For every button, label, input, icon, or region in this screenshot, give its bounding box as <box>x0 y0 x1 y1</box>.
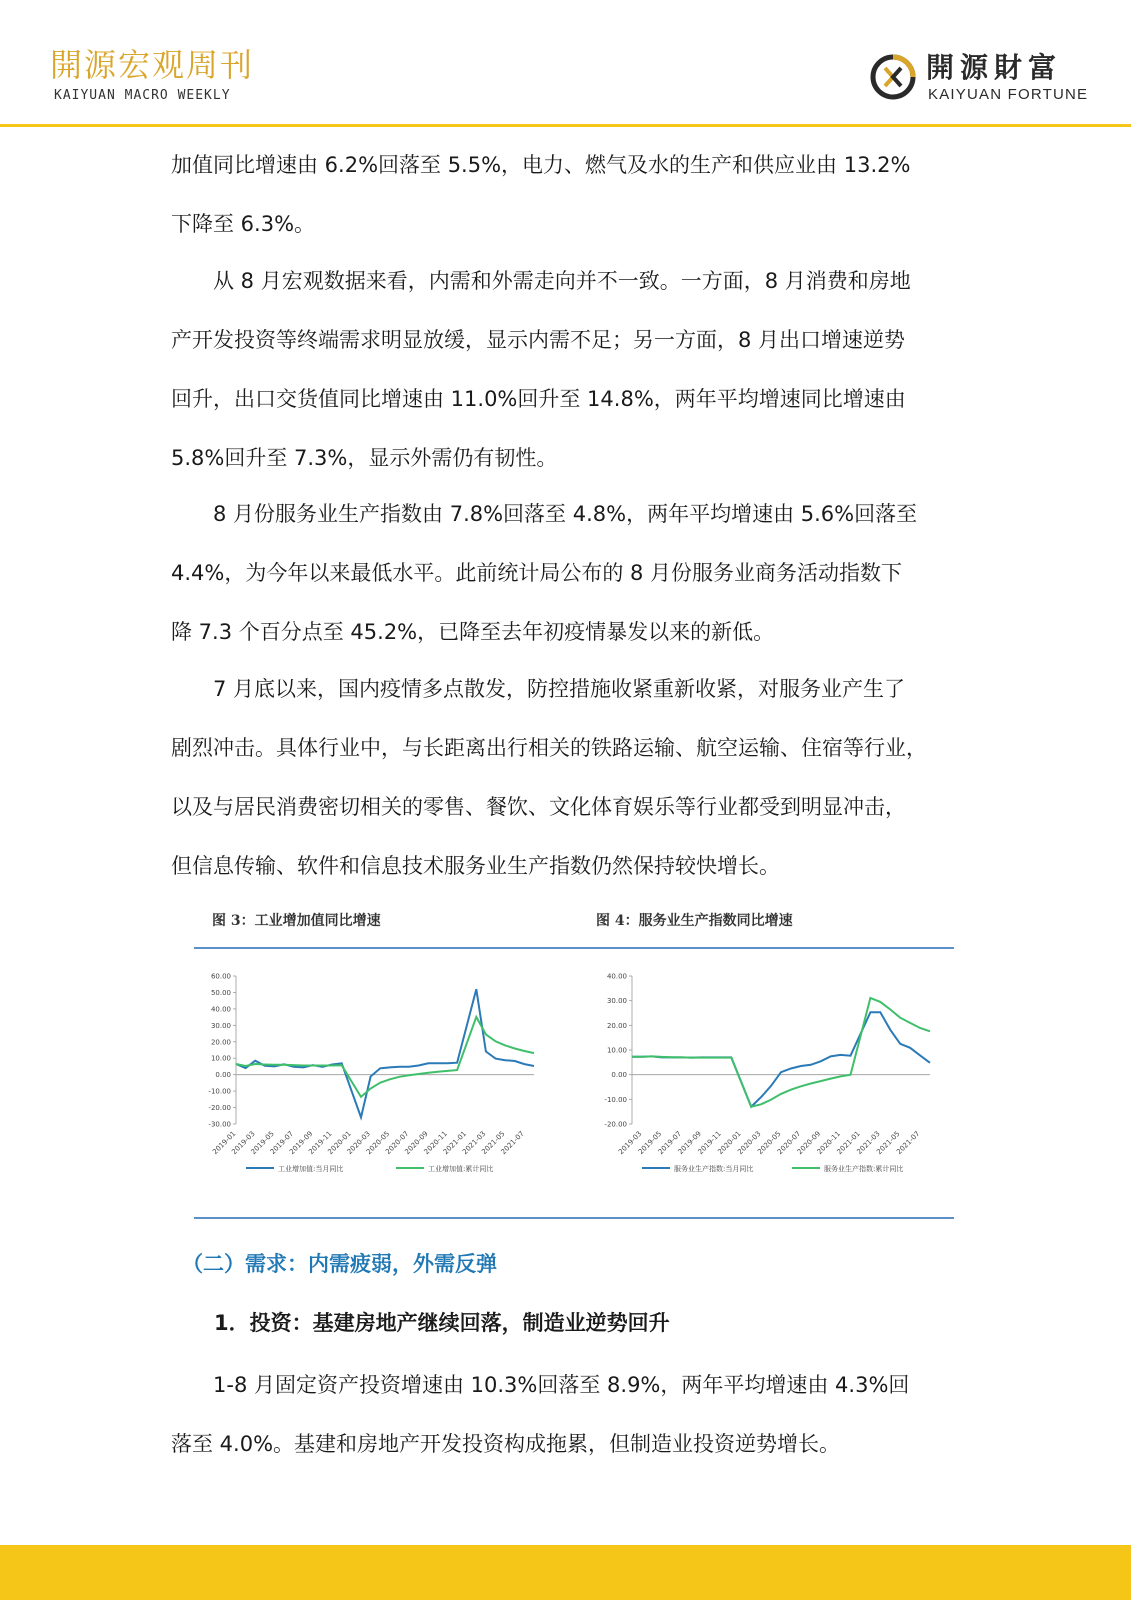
legend-label: 服务业生产指数:当月同比 <box>674 1165 754 1173</box>
x-tick-label: 2020-09 <box>795 1129 823 1157</box>
figure-bottom-rule <box>194 1217 954 1219</box>
text-line: 7 月底以来，国内疫情多点散发，防控措施收紧重新收紧，对服务业产生了 <box>213 677 906 701</box>
x-tick-label: 2020-07 <box>775 1129 803 1157</box>
industrial-value-added-chart <box>194 970 564 1210</box>
x-tick-label: 2019-05 <box>249 1129 276 1157</box>
y-tick-label: 50.00 <box>210 988 231 997</box>
x-tick-label: 2019-03 <box>617 1129 644 1157</box>
x-tick-label: 2019-03 <box>230 1129 257 1157</box>
subsection-heading: 1．投资：基建房地产继续回落，制造业逆势回升 <box>214 1311 670 1335</box>
x-tick-label: 2019-09 <box>676 1129 703 1157</box>
y-tick-label: -20.00 <box>208 1104 231 1113</box>
y-tick-label: -30.00 <box>208 1120 231 1129</box>
x-tick-label: 2019-09 <box>287 1129 315 1157</box>
x-tick-label: 2021-05 <box>875 1129 902 1157</box>
text-line: 下降至 6.3%。 <box>171 212 316 236</box>
y-tick-label: 40.00 <box>210 1005 231 1014</box>
y-tick-label: 20.00 <box>210 1038 231 1047</box>
series-line-cumulative <box>632 998 930 1107</box>
y-tick-label: -10.00 <box>604 1095 627 1104</box>
x-tick-label: 2020-03 <box>736 1129 763 1157</box>
figure-3-title-wrap <box>212 910 592 930</box>
paragraph <box>171 485 961 662</box>
x-tick-label: 2019-11 <box>307 1129 334 1157</box>
y-tick-label: 30.00 <box>210 1021 231 1030</box>
x-tick-label: 2019-07 <box>656 1129 684 1157</box>
x-tick-label: 2019-11 <box>696 1129 723 1157</box>
figure-4-title: 图 4：服务业生产指数同比增速 <box>596 913 793 929</box>
figure-top-rule <box>194 947 954 949</box>
y-tick-label: 0.00 <box>215 1071 231 1080</box>
y-tick-label: 10.00 <box>606 1046 627 1055</box>
x-tick-label: 2020-07 <box>384 1129 411 1157</box>
x-tick-label: 2020-01 <box>716 1129 743 1157</box>
x-tick-label: 2020-05 <box>756 1129 783 1157</box>
x-tick-label: 2021-07 <box>499 1129 526 1157</box>
y-tick-label: -10.00 <box>208 1087 231 1096</box>
x-tick-label: 2020-05 <box>364 1129 392 1157</box>
y-tick-label: 40.00 <box>606 972 627 981</box>
x-tick-label: 2021-03 <box>461 1129 488 1157</box>
legend-label: 工业增加值:累计同比 <box>428 1165 494 1173</box>
x-tick-label: 2021-03 <box>855 1129 882 1157</box>
x-tick-label: 2021-07 <box>895 1129 922 1157</box>
paragraph <box>171 136 961 254</box>
paragraph <box>171 252 961 488</box>
text-line: 4.4%，为今年以来最低水平。此前统计局公布的 8 月份服务业商务活动指数下 <box>171 561 903 585</box>
paragraph <box>171 1356 961 1474</box>
legend-label: 服务业生产指数:累计同比 <box>824 1165 904 1173</box>
series-line-monthly <box>632 1012 930 1106</box>
x-tick-label: 2020-11 <box>422 1129 449 1157</box>
report-subtitle: KAIYUAN MACRO WEEKLY <box>54 88 231 103</box>
text-line: 5.8%回升至 7.3%，显示外需仍有韧性。 <box>171 446 558 470</box>
text-line: 从 8 月宏观数据来看，内需和外需走向并不一致。一方面，8 月消费和房地 <box>213 269 911 293</box>
text-line: 剧烈冲击。具体行业中，与长距离出行相关的铁路运输、航空运输、住宿等行业， <box>171 736 927 760</box>
text-line: 但信息传输、软件和信息技术服务业生产指数仍然保持较快增长。 <box>171 854 780 878</box>
x-tick-label: 2020-11 <box>815 1129 843 1157</box>
y-tick-label: 20.00 <box>606 1021 627 1030</box>
x-tick-label: 2020-03 <box>345 1129 372 1157</box>
text-line: 加值同比增速由 6.2%回落至 5.5%，电力、燃气及水的生产和供应业由 13.2% <box>171 153 911 177</box>
logo-text-cn: 開源財富 <box>926 51 1063 84</box>
figure-4-title-wrap <box>596 910 976 930</box>
y-tick-label: -20.00 <box>604 1120 627 1129</box>
text-line: 8 月份服务业生产指数由 7.8%回落至 4.8%，两年平均增速由 5.6%回落至 <box>213 502 918 526</box>
report-title: 開源宏观周刊 <box>50 46 255 84</box>
x-tick-label: 2019-05 <box>636 1129 664 1157</box>
text-line: 落至 4.0%。基建和房地产开发投资构成拖累，但制造业投资逆势增长。 <box>171 1432 841 1456</box>
footer-bar <box>0 1545 1131 1600</box>
x-tick-label: 2020-01 <box>326 1129 353 1157</box>
series-line-cumulative <box>236 1017 534 1097</box>
x-tick-label: 2021-01 <box>835 1129 862 1157</box>
y-tick-label: 60.00 <box>210 972 231 981</box>
x-tick-label: 2021-01 <box>441 1129 469 1157</box>
section-heading: （二）需求：内需疲弱，外需反弹 <box>182 1252 497 1276</box>
text-line: 以及与居民消费密切相关的零售、餐饮、文化体育娱乐等行业都受到明显冲击， <box>171 795 906 819</box>
logo-text-en: KAIYUAN FORTUNE <box>928 86 1089 103</box>
figure-3-title: 图 3：工业增加值同比增速 <box>212 913 381 929</box>
x-tick-label: 2019-01 <box>211 1129 238 1157</box>
series-line-monthly <box>236 989 534 1117</box>
x-tick-label: 2020-09 <box>403 1129 430 1157</box>
service-production-index-chart <box>590 970 960 1210</box>
text-line: 回升，出口交货值同比增速由 11.0%回升至 14.8%，两年平均增速同比增速由 <box>171 387 906 411</box>
y-tick-label: 30.00 <box>606 997 627 1006</box>
legend-label: 工业增加值:当月同比 <box>278 1165 344 1173</box>
text-line: 1-8 月固定资产投资增速由 10.3%回落至 8.9%，两年平均增速由 4.3%回 <box>213 1373 910 1397</box>
x-tick-label: 2021-05 <box>480 1129 507 1157</box>
text-line: 产开发投资等终端需求明显放缓，显示内需不足；另一方面，8 月出口增速逆势 <box>171 328 906 352</box>
x-tick-label: 2019-07 <box>268 1129 296 1157</box>
text-line: 降 7.3 个百分点至 45.2%，已降至去年初疫情暴发以来的新低。 <box>171 620 775 644</box>
paragraph <box>171 660 961 896</box>
kaiyuan-logo-icon <box>868 52 918 102</box>
y-tick-label: 10.00 <box>210 1054 231 1063</box>
header-divider <box>0 124 1131 127</box>
y-tick-label: 0.00 <box>611 1071 627 1080</box>
